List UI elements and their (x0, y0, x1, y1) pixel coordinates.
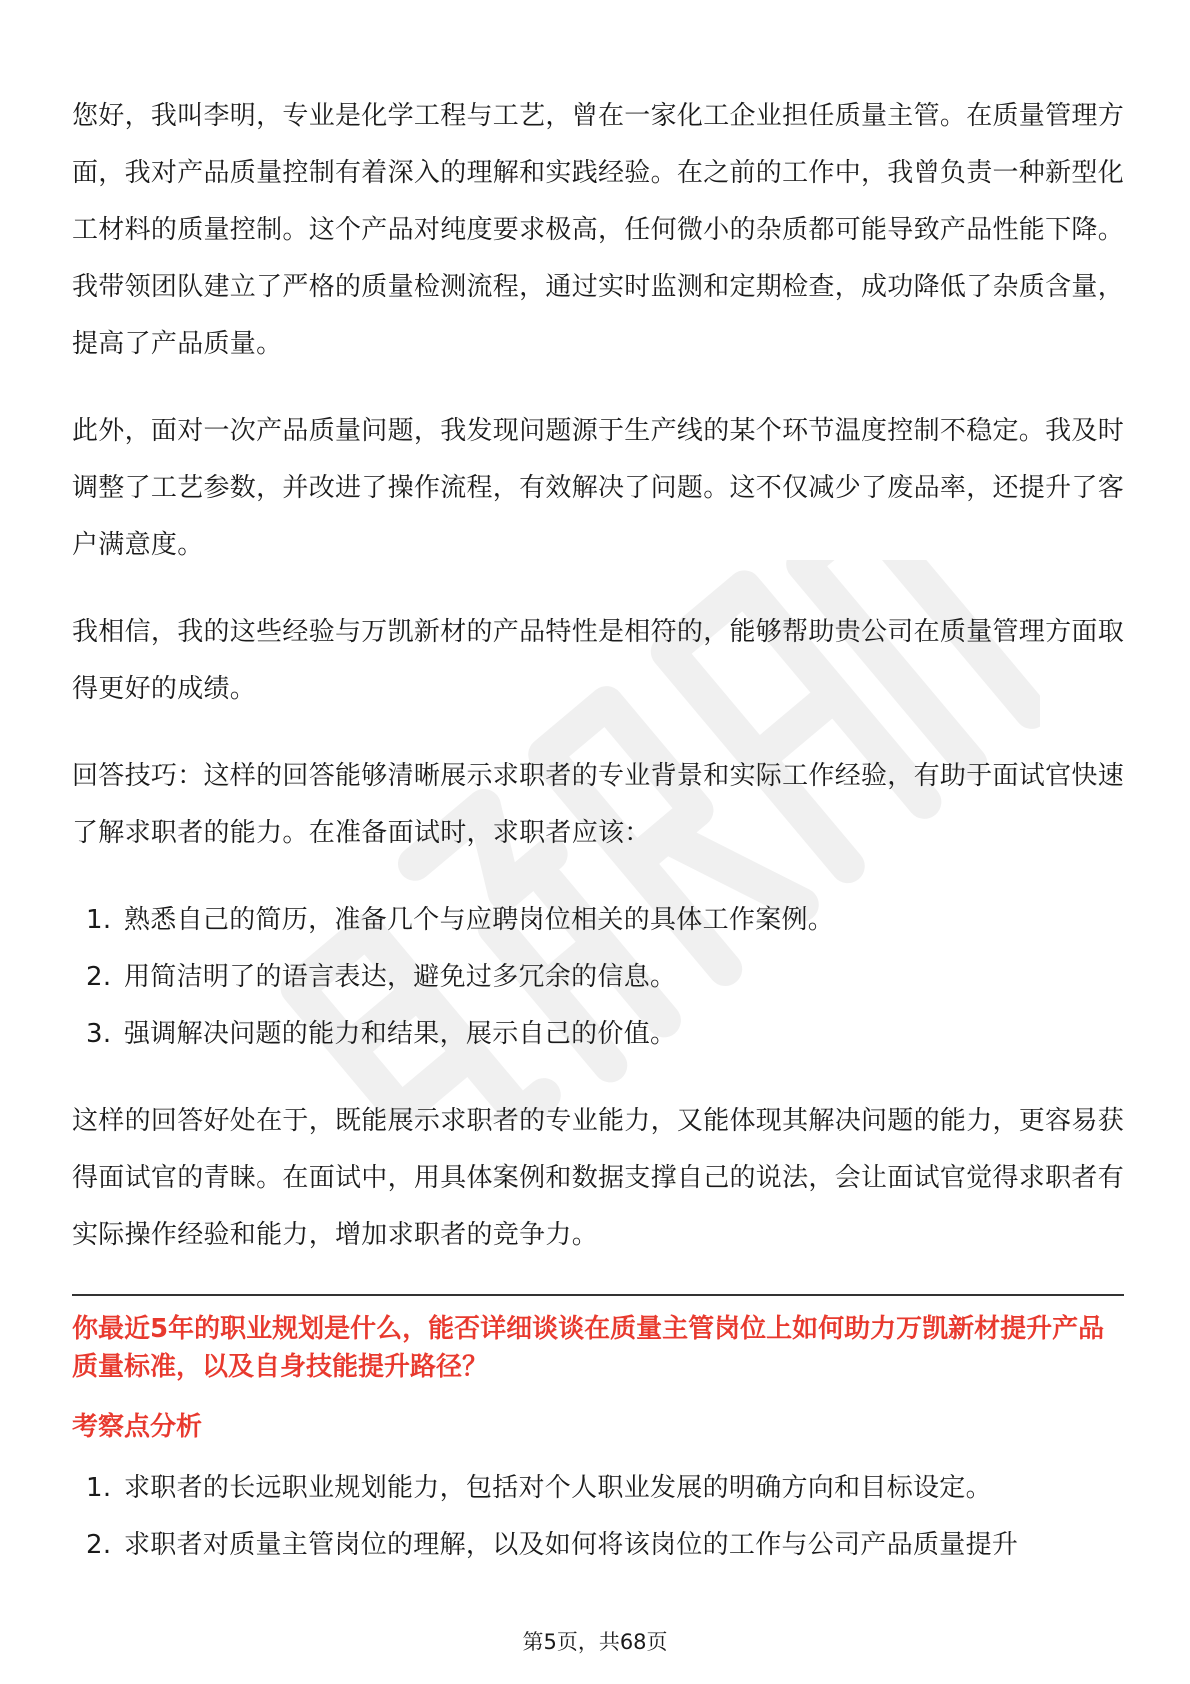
analysis-list (72, 1460, 1124, 1574)
list-text: 求职者对质量主管岗位的理解，以及如何将该岗位的工作与公司产品质量提升 (124, 1530, 1019, 1560)
list-text: 强调解决问题的能力和结果，展示自己的价值。 (124, 1019, 677, 1049)
list-text: 熟悉自己的简历，准备几个与应聘岗位相关的具体工作案例。 (124, 905, 835, 935)
main-content (72, 88, 1124, 1604)
section-divider (72, 1294, 1124, 1296)
list-number: 2. (86, 962, 112, 992)
list-item (72, 892, 1124, 949)
page-footer: 第5页，共68页 (522, 1630, 668, 1654)
interview-question: 你最近5年的职业规划是什么，能否详细谈谈在质量主管岗位上如何助力万凯新材提升产品质量标准，以及自身技能提升路径？ (72, 1314, 1105, 1382)
list-item (72, 1460, 1124, 1517)
list-item (72, 1006, 1124, 1063)
answer-paragraph-1: 您好，我叫李明，专业是化学工程与工艺，曾在一家化工企业担任质量主管。在质量管理方面，我对产品质量控制有着深入的理解和实践经验。在之前的工作中，我曾负责一种新型化工材料的质量控制。这个产品对纯度要求极高，任何微小的杂质都可能导致产品性能下降。我带领团队建立了严格的质量检测流程，通过实时监测和定期检查，成功降低了杂质含量，提高了产品质量。 (72, 101, 1125, 359)
list-number: 3. (86, 1019, 112, 1049)
list-number: 2. (86, 1530, 112, 1560)
summary-paragraph: 这样的回答好处在于，既能展示求职者的专业能力，又能体现其解决问题的能力，更容易获得面试官的青睐。在面试中，用具体案例和数据支撑自己的说法，会让面试官觉得求职者有实际操作经验和能力，增加求职者的竞争力。 (72, 1106, 1125, 1250)
list-item (72, 1517, 1124, 1574)
list-number: 1. (86, 905, 112, 935)
list-text: 用简洁明了的语言表达，避免过多冗余的信息。 (124, 962, 677, 992)
list-text: 求职者的长远职业规划能力，包括对个人职业发展的明确方向和目标设定。 (124, 1473, 992, 1503)
analysis-heading: 考察点分析 (72, 1412, 203, 1442)
list-number: 1. (86, 1473, 112, 1503)
answer-tips-intro: 回答技巧：这样的回答能够清晰展示求职者的专业背景和实际工作经验，有助于面试官快速了解求职者的能力。在准备面试时，求职者应该： (72, 761, 1125, 848)
list-item (72, 949, 1124, 1006)
answer-paragraph-3: 我相信，我的这些经验与万凯新材的产品特性是相符的，能够帮助贵公司在质量管理方面取得更好的成绩。 (72, 617, 1125, 704)
answer-paragraph-2: 此外，面对一次产品质量问题，我发现问题源于生产线的某个环节温度控制不稳定。我及时调整了工艺参数，并改进了操作流程，有效解决了问题。这不仅减少了废品率，还提升了客户满意度。 (72, 416, 1125, 560)
tips-list (72, 892, 1124, 1063)
